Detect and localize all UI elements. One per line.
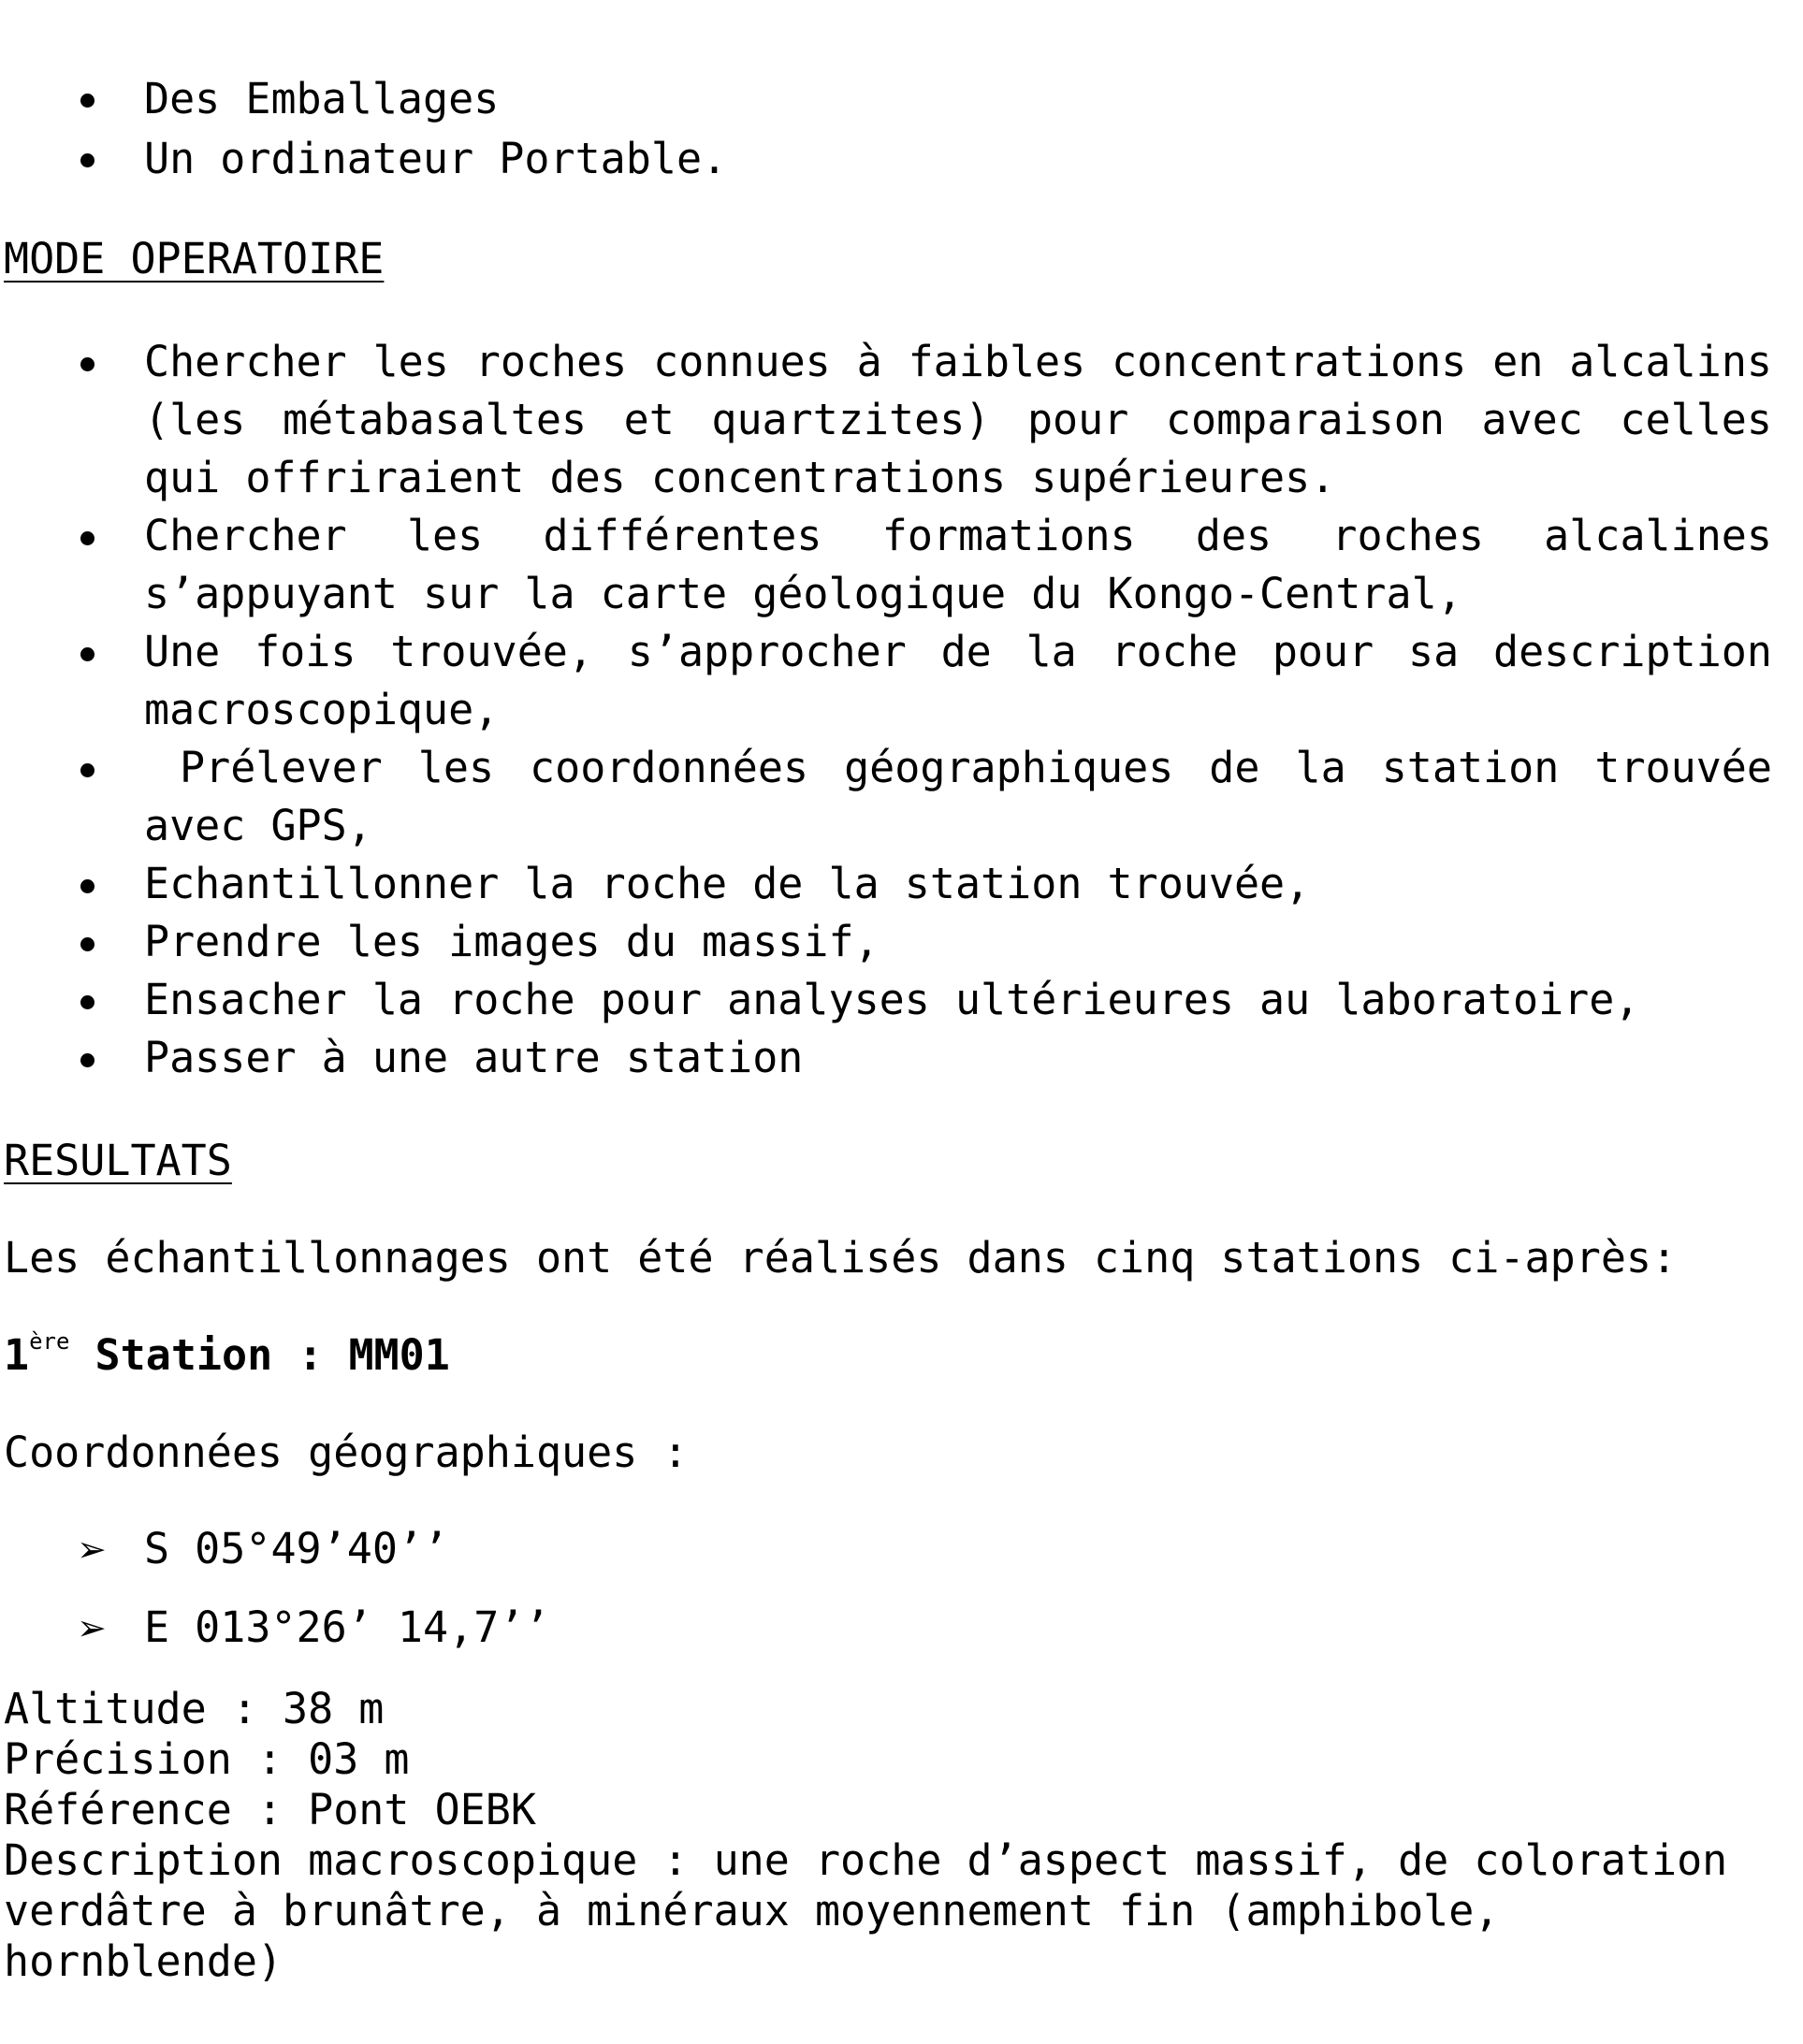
list-item: Des Emballages bbox=[4, 69, 1772, 129]
coordinates-list bbox=[4, 1510, 1772, 1667]
list-item: Prendre les images du massif, bbox=[4, 913, 1772, 971]
list-item: Echantillonner la roche de la station trouvée, bbox=[4, 855, 1772, 913]
precision-line: Précision : 03 m bbox=[4, 1734, 410, 1784]
list-item: Chercher les différentes formations des roches alcalines s’appuyant sur la carte géologique du Kongo-Central, bbox=[4, 507, 1772, 623]
description-line: Description macroscopique : une roche d’aspect massif, de coloration verdâtre à brunâtre, à minéraux moyennement fin (amphibole, hornblende) bbox=[4, 1835, 1728, 1986]
list-item: Prélever les coordonnées géographiques de la station trouvée avec GPS, bbox=[4, 739, 1772, 855]
altitude-line: Altitude : 38 m bbox=[4, 1684, 385, 1733]
arrow-bullet-icon: ➢ bbox=[77, 1607, 107, 1648]
list-item: Ensacher la roche pour analyses ultérieures au laboratoire, bbox=[4, 971, 1772, 1029]
mode-operatoire-heading: MODE OPERATOIRE bbox=[4, 234, 385, 283]
station-info bbox=[4, 1684, 1772, 1987]
reference-line: Référence : Pont OEBK bbox=[4, 1785, 536, 1834]
station-title: 1ère Station : MM01 bbox=[4, 1328, 450, 1380]
resultats-heading: RESULTATS bbox=[4, 1136, 232, 1185]
coords-label: Coordonnées géographiques : bbox=[4, 1428, 689, 1477]
mode-operatoire-steps bbox=[4, 333, 1798, 1087]
list-item: Une fois trouvée, s’approcher de la roche pour sa description macroscopique, bbox=[4, 623, 1772, 739]
materials-list bbox=[4, 69, 1772, 189]
list-item: ➢ E 013°26’ 14,7’’ bbox=[4, 1588, 1772, 1667]
resultats-intro: Les échantillonnages ont été réalisés dans cinq stations ci-après: bbox=[4, 1233, 1678, 1283]
station-ordinal-superscript: ère bbox=[29, 1328, 70, 1355]
list-item: Un ordinateur Portable. bbox=[4, 129, 1772, 189]
list-item: Chercher les roches connues à faibles concentrations en alcalins (les métabasaltes et quartzites) pour comparaison avec celles qui offriraient des concentrations supérieures. bbox=[4, 333, 1772, 507]
list-item: ➢ S 05°49’40’’ bbox=[4, 1510, 1772, 1588]
list-item: Passer à une autre station bbox=[4, 1029, 1772, 1087]
arrow-bullet-icon: ➢ bbox=[77, 1529, 107, 1570]
